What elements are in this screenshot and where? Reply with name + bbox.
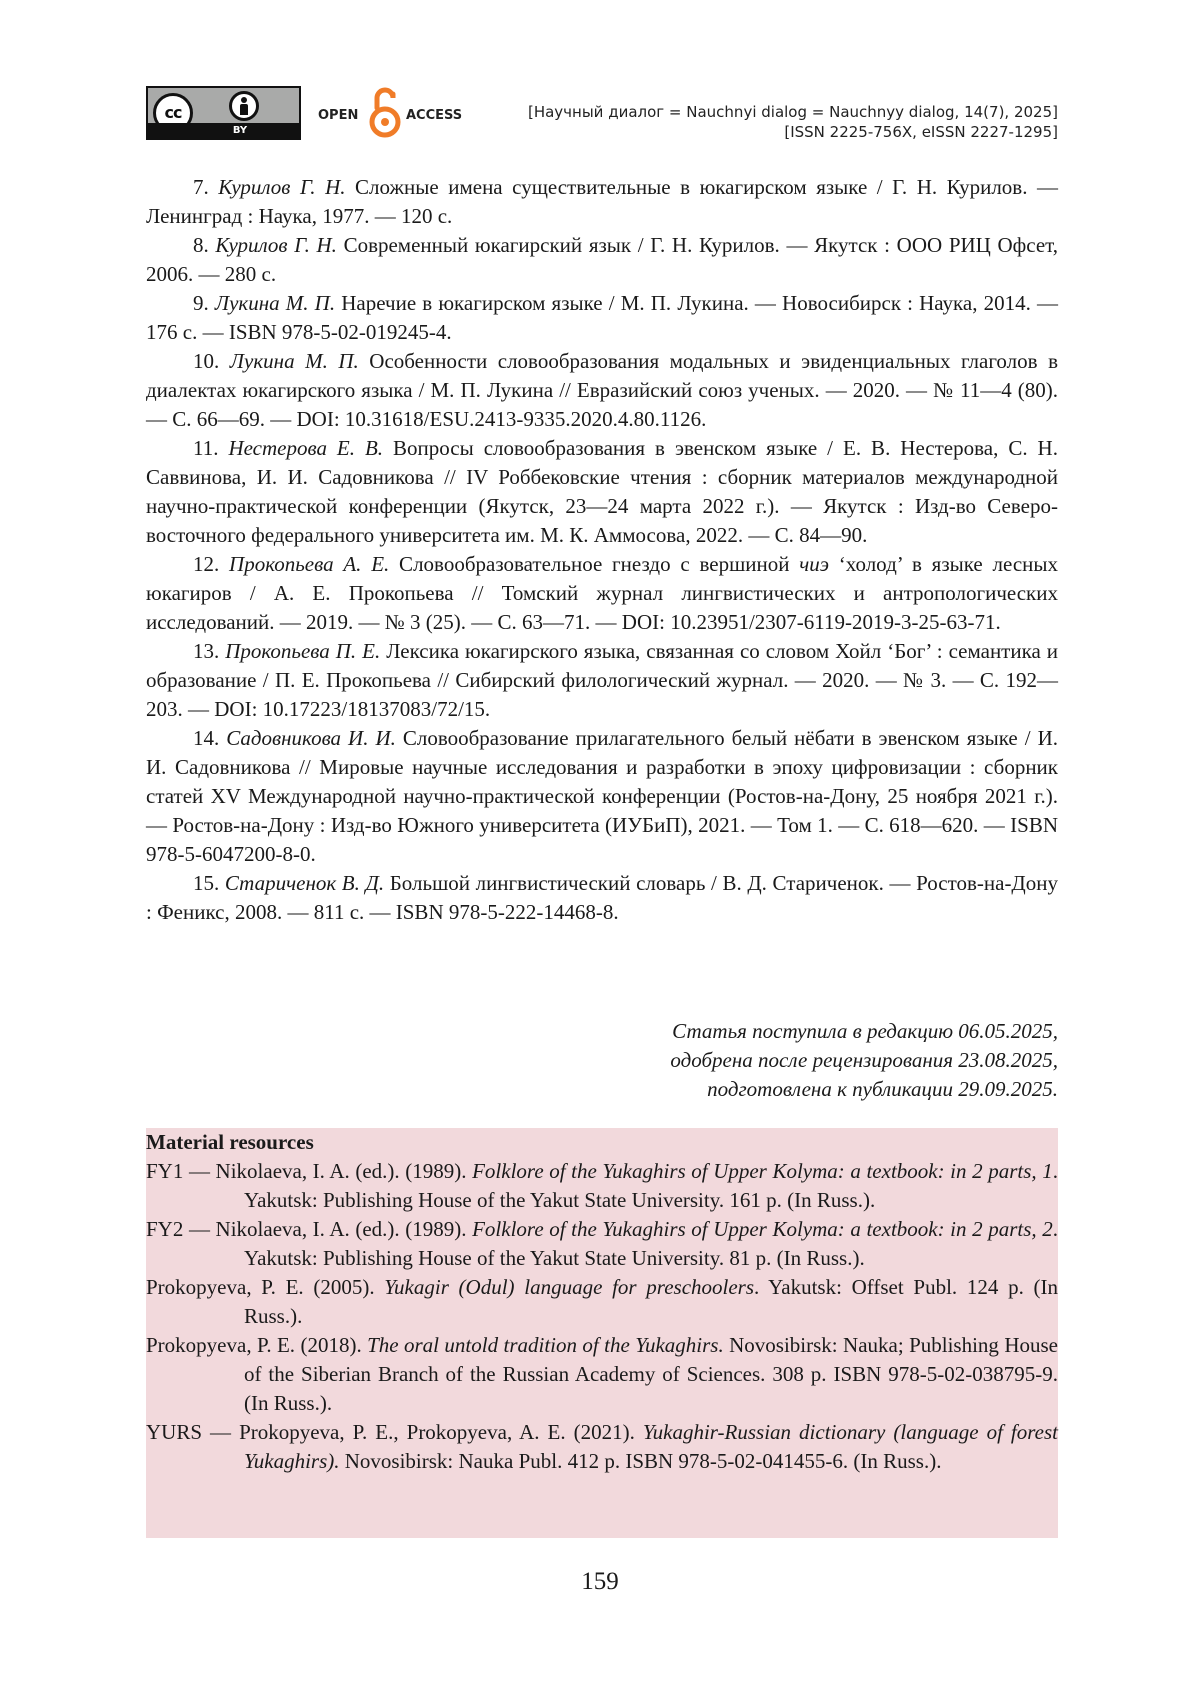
reference-author: Лукина М. П. [229, 349, 359, 373]
attribution-person-icon [229, 91, 259, 121]
reference-term: чиэ [799, 552, 830, 576]
reference-item: 7. Курилов Г. Н. Сложные имена существительные в юкагирском языке / Г. Н. Курилов. — Ленинград : Наука, 1977. — 120 с. [146, 175, 1059, 228]
date-prepared: подготовлена к публикации 29.09.2025. [707, 1077, 1058, 1101]
reference-author: Курилов Г. Н. [215, 233, 337, 257]
material-resources-box [146, 1128, 1058, 1538]
reference-author: Садовникова И. И. [226, 726, 396, 750]
date-approved: одобрена после рецензирования 23.08.2025, [670, 1048, 1058, 1072]
material-item: Prokopyeva, P. E. (2005). Yukagir (Odul) language for preschoolers. Yakutsk: Offset Publ. 124 p. (In Russ.). [146, 1275, 1059, 1328]
open-access-open-text: OPEN [318, 108, 359, 123]
reference-author: Прокопьева А. Е. [229, 552, 390, 576]
reference-author: Прокопьева П. Е. [225, 639, 381, 663]
material-resources-title: Material resources [146, 1130, 314, 1154]
open-access-access-text: ACCESS [406, 108, 463, 123]
cc-by-license-badge[interactable] [146, 86, 301, 140]
material-item: FY1 — Nikolaeva, I. A. (ed.). (1989). Folklore of the Yukaghirs of Upper Kolyma: a textbook: in 2 parts, 1. Yakutsk: Publishing House of the Yakut State University. 161 p. (In Russ.). [146, 1159, 1058, 1212]
material-item: YURS — Prokopyeva, P. E., Prokopyeva, A. E. (2021). Yukaghir-Russian dictionary (language of forest Yukaghirs). Novosibirsk: Nauka Publ. 412 p. ISBN 978-5-02-041455-6. (In Russ.). [146, 1420, 1058, 1473]
reference-author: Стариченок В. Д. [224, 871, 385, 895]
page-number: 159 [581, 1568, 619, 1595]
page-header [146, 86, 1058, 142]
reference-list [146, 173, 1058, 927]
open-access-logo [318, 86, 468, 142]
reference-item: 12. Прокопьева А. Е. Словообразовательное гнездо с вершиной чиэ ‘холод’ в языке лесных юкагиров / А. Е. Прокопьева // Томский журнал лингвистических и антропологических исследований. — 2019. — № 3 (25). — С. 63—71. — DOI: 10.23951/2307-6119-2019-3-25-63-71. [146, 552, 1058, 634]
article-dates [670, 1017, 1058, 1104]
citation-line: [Научный диалог = Nauchnyi dialog = Nauchnyy dialog, 14(7), 2025] [527, 103, 1058, 121]
cc-by-label: BY [232, 125, 248, 136]
reference-item: 14. Садовникова И. И. Словообразование прилагательного белый нёбати в эвенском языке / И. И. Садовникова // Мировые научные исследования и разработки в эпоху цифровизации : сборник статей XV Международной научно-практической конференции (Ростов-на-Дону, 25 ноября 2021 г.). — Ростов-на-Дону : Изд-во Южного университета (ИУБиП), 2021. — Том 1. — С. 618—620. — ISBN 978-5-6047200-8-0. [146, 726, 1058, 866]
reference-author: Курилов Г. Н. [218, 175, 346, 199]
reference-item: 13. Прокопьева П. Е. Лексика юкагирского языка, связанная со словом Хойл ‘Бог’ : семантика и образование / П. Е. Прокопьева // Сибирский филологический журнал. — 2020. — № 3. — С. 192—203. — DOI: 10.17223/18137083/72/15. [146, 639, 1059, 721]
date-received: Статья поступила в редакцию 06.05.2025, [672, 1019, 1058, 1043]
reference-item: 11. Нестерова Е. В. Вопросы словообразования в эвенском языке / Е. В. Нестерова, С. Н. Саввинова, И. И. Садовникова // IV Роббековские чтения : сборник материалов международной научно-практической конференции (Якутск, 23—24 марта 2022 г.). — Якутск : Изд-во Северо-восточного федерального университета им. М. К. Аммосова, 2022. — С. 84—90. [146, 436, 1058, 547]
reference-author: Лукина М. П. [214, 291, 336, 315]
reference-item: 15. Стариченок В. Д. Большой лингвистический словарь / В. Д. Стариченок. — Ростов-на-Дону : Феникс, 2008. — 811 с. — ISBN 978-5-222-14468-8. [146, 871, 1058, 924]
reference-item: 10. Лукина М. П. Особенности словообразования модальных и эвиденциальных глаголов в диалектах юкагирского языка / М. П. Лукина // Евразийский союз ученых. — 2020. — № 11—4 (80). — С. 66—69. — DOI: 10.31618/ESU.2413-9335.2020.4.80.1126. [146, 349, 1058, 431]
journal-citation [528, 102, 1058, 142]
issn-line: [ISSN 2225-756X, eISSN 2227-1295] [784, 123, 1058, 141]
material-item: FY2 — Nikolaeva, I. A. (ed.). (1989). Folklore of the Yukaghirs of Upper Kolyma: a textbook: in 2 parts, 2. Yakutsk: Publishing House of the Yakut State University. 81 p. (In Russ.). [146, 1217, 1058, 1270]
reference-author: Нестерова Е. В. [228, 436, 384, 460]
reference-item: 8. Курилов Г. Н. Современный юкагирский язык / Г. Н. Курилов. — Якутск : ООО РИЦ Офсет, 2006. — 280 с. [146, 233, 1059, 286]
reference-item: 9. Лукина М. П. Наречие в юкагирском языке / М. П. Лукина. — Новосибирск : Наука, 2014. — 176 с. — ISBN 978-5-02-019245-4. [146, 291, 1059, 344]
cc-text: cc [164, 103, 182, 122]
open-lock-icon [367, 86, 403, 138]
material-item: Prokopyeva, P. E. (2018). The oral untold tradition of the Yukaghirs. Novosibirsk: Nauka; Publishing House of the Siberian Branch of the Russian Academy of Sciences. 308 p. ISBN 978-5-02-038795-9. (In Russ.). [146, 1333, 1058, 1415]
